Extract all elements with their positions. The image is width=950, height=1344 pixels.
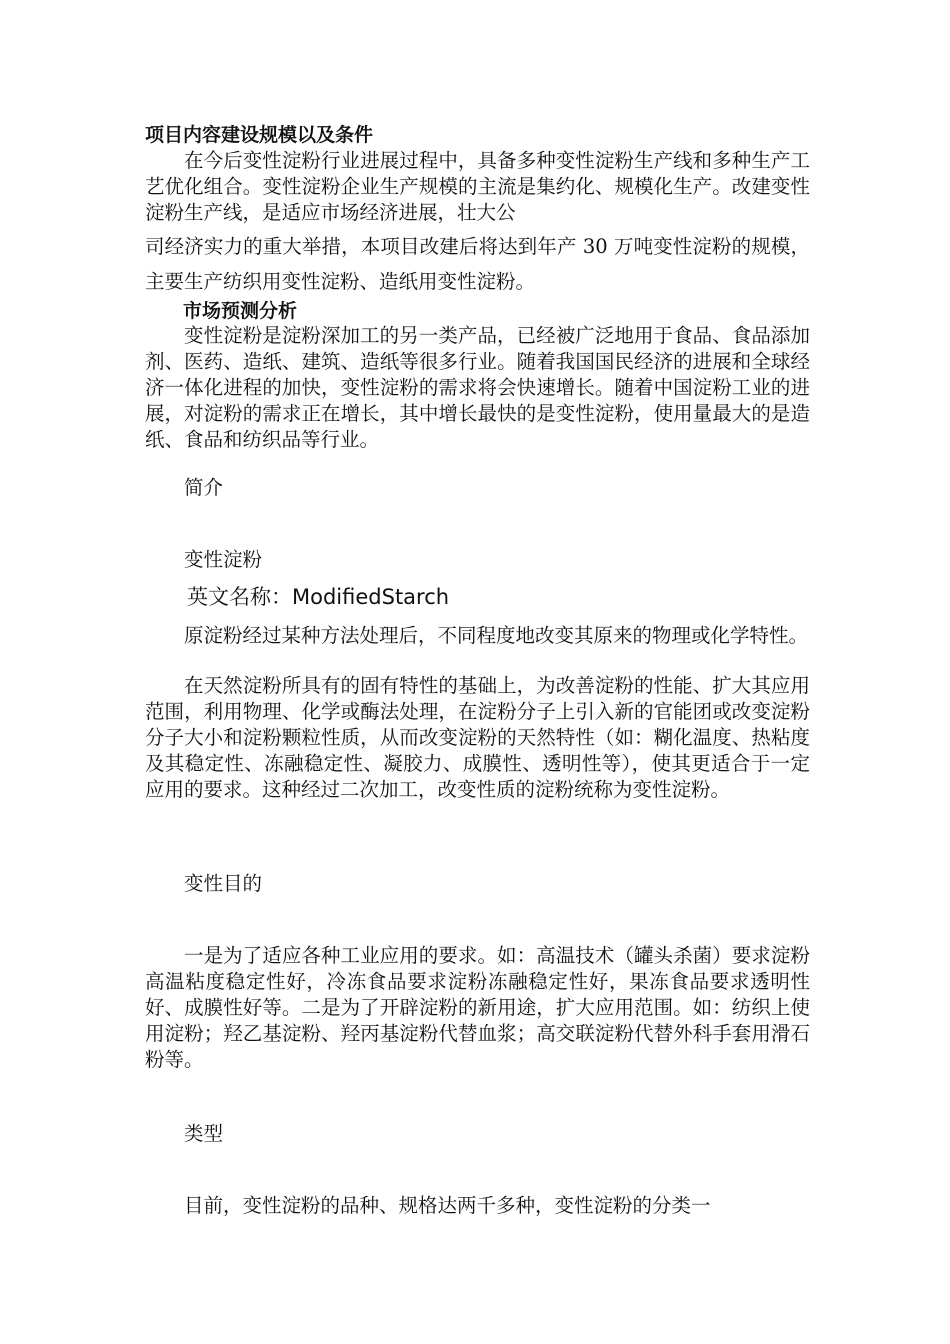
label-types: 类型 (184, 1122, 224, 1145)
label-purpose: 变性目的 (184, 872, 263, 895)
heading-market: 市场预测分析 (183, 300, 298, 322)
paragraph-purpose: 一是为了适应各种工业应用的要求。如：高温技术（罐头杀菌）要求淀粉高温粘度稳定性好，冷冻食品要求淀粉冻融稳定性好，果冻食品要求透明性好、成膜性好等。二是为了开辟淀粉的新用途，扩大应用范围。如：纺织上使用淀粉；羟乙基淀粉、羟丙基淀粉代替血浆；高交联淀粉代替外科手套用滑石粉等。 (145, 944, 810, 1071)
paragraph-definition-2: 在天然淀粉所具有的固有特性的基础上，为改善淀粉的性能、扩大其应用范围，利用物理、化学或酶法处理，在淀粉分子上引入新的官能团或改变淀粉分子大小和淀粉颗粒性质，从而改变淀粉的天然特性（如：糊化温度、热粘度及其稳定性、冻融稳定性、凝胶力、成膜性、透明性等），使其更适合于一定应用的要求。这种经过二次加工，改变性质的淀粉统称为变性淀粉。 (145, 674, 810, 801)
paragraph-market: 变性淀粉是淀粉深加工的另一类产品，已经被广泛地用于食品、食品添加剂、医药、造纸、建筑、造纸等很多行业。随着我国国民经济的进展和全球经济一体化进程的加快，变性淀粉的需求将会快速增长。随着中国淀粉工业的进展，对淀粉的需求正在增长，其中增长最快的是变性淀粉，使用量最大的是造纸、食品和纺织品等行业。 (145, 324, 810, 451)
paragraph-definition-1: 原淀粉经过某种方法处理后，不同程度地改变其原来的物理或化学特性。 (184, 624, 809, 647)
paragraph-project-scale-part2: 司经济实力的重大举措，本项目改建后将达到年产 30 万吨变性淀粉的规模，主要生产纺织用变性淀粉、造纸用变性淀粉。 (145, 235, 810, 293)
label-modified-starch: 变性淀粉 (184, 548, 263, 571)
heading-project: 项目内容建设规模以及条件 (145, 124, 374, 146)
paragraph-project-scale-part1: 在今后变性淀粉行业进展过程中，具备多种变性淀粉生产线和多种生产工艺优化组合。变性淀粉企业生产规模的主流是集约化、规模化生产。改建变性淀粉生产线，是适应市场经济进展，壮大公 (145, 149, 810, 224)
paragraph-types: 目前，变性淀粉的品种、规格达两千多种，变性淀粉的分类一 (184, 1194, 711, 1217)
label-intro: 简介 (184, 476, 224, 499)
english-name: 英文名称：ModifiedStarch (187, 585, 450, 609)
